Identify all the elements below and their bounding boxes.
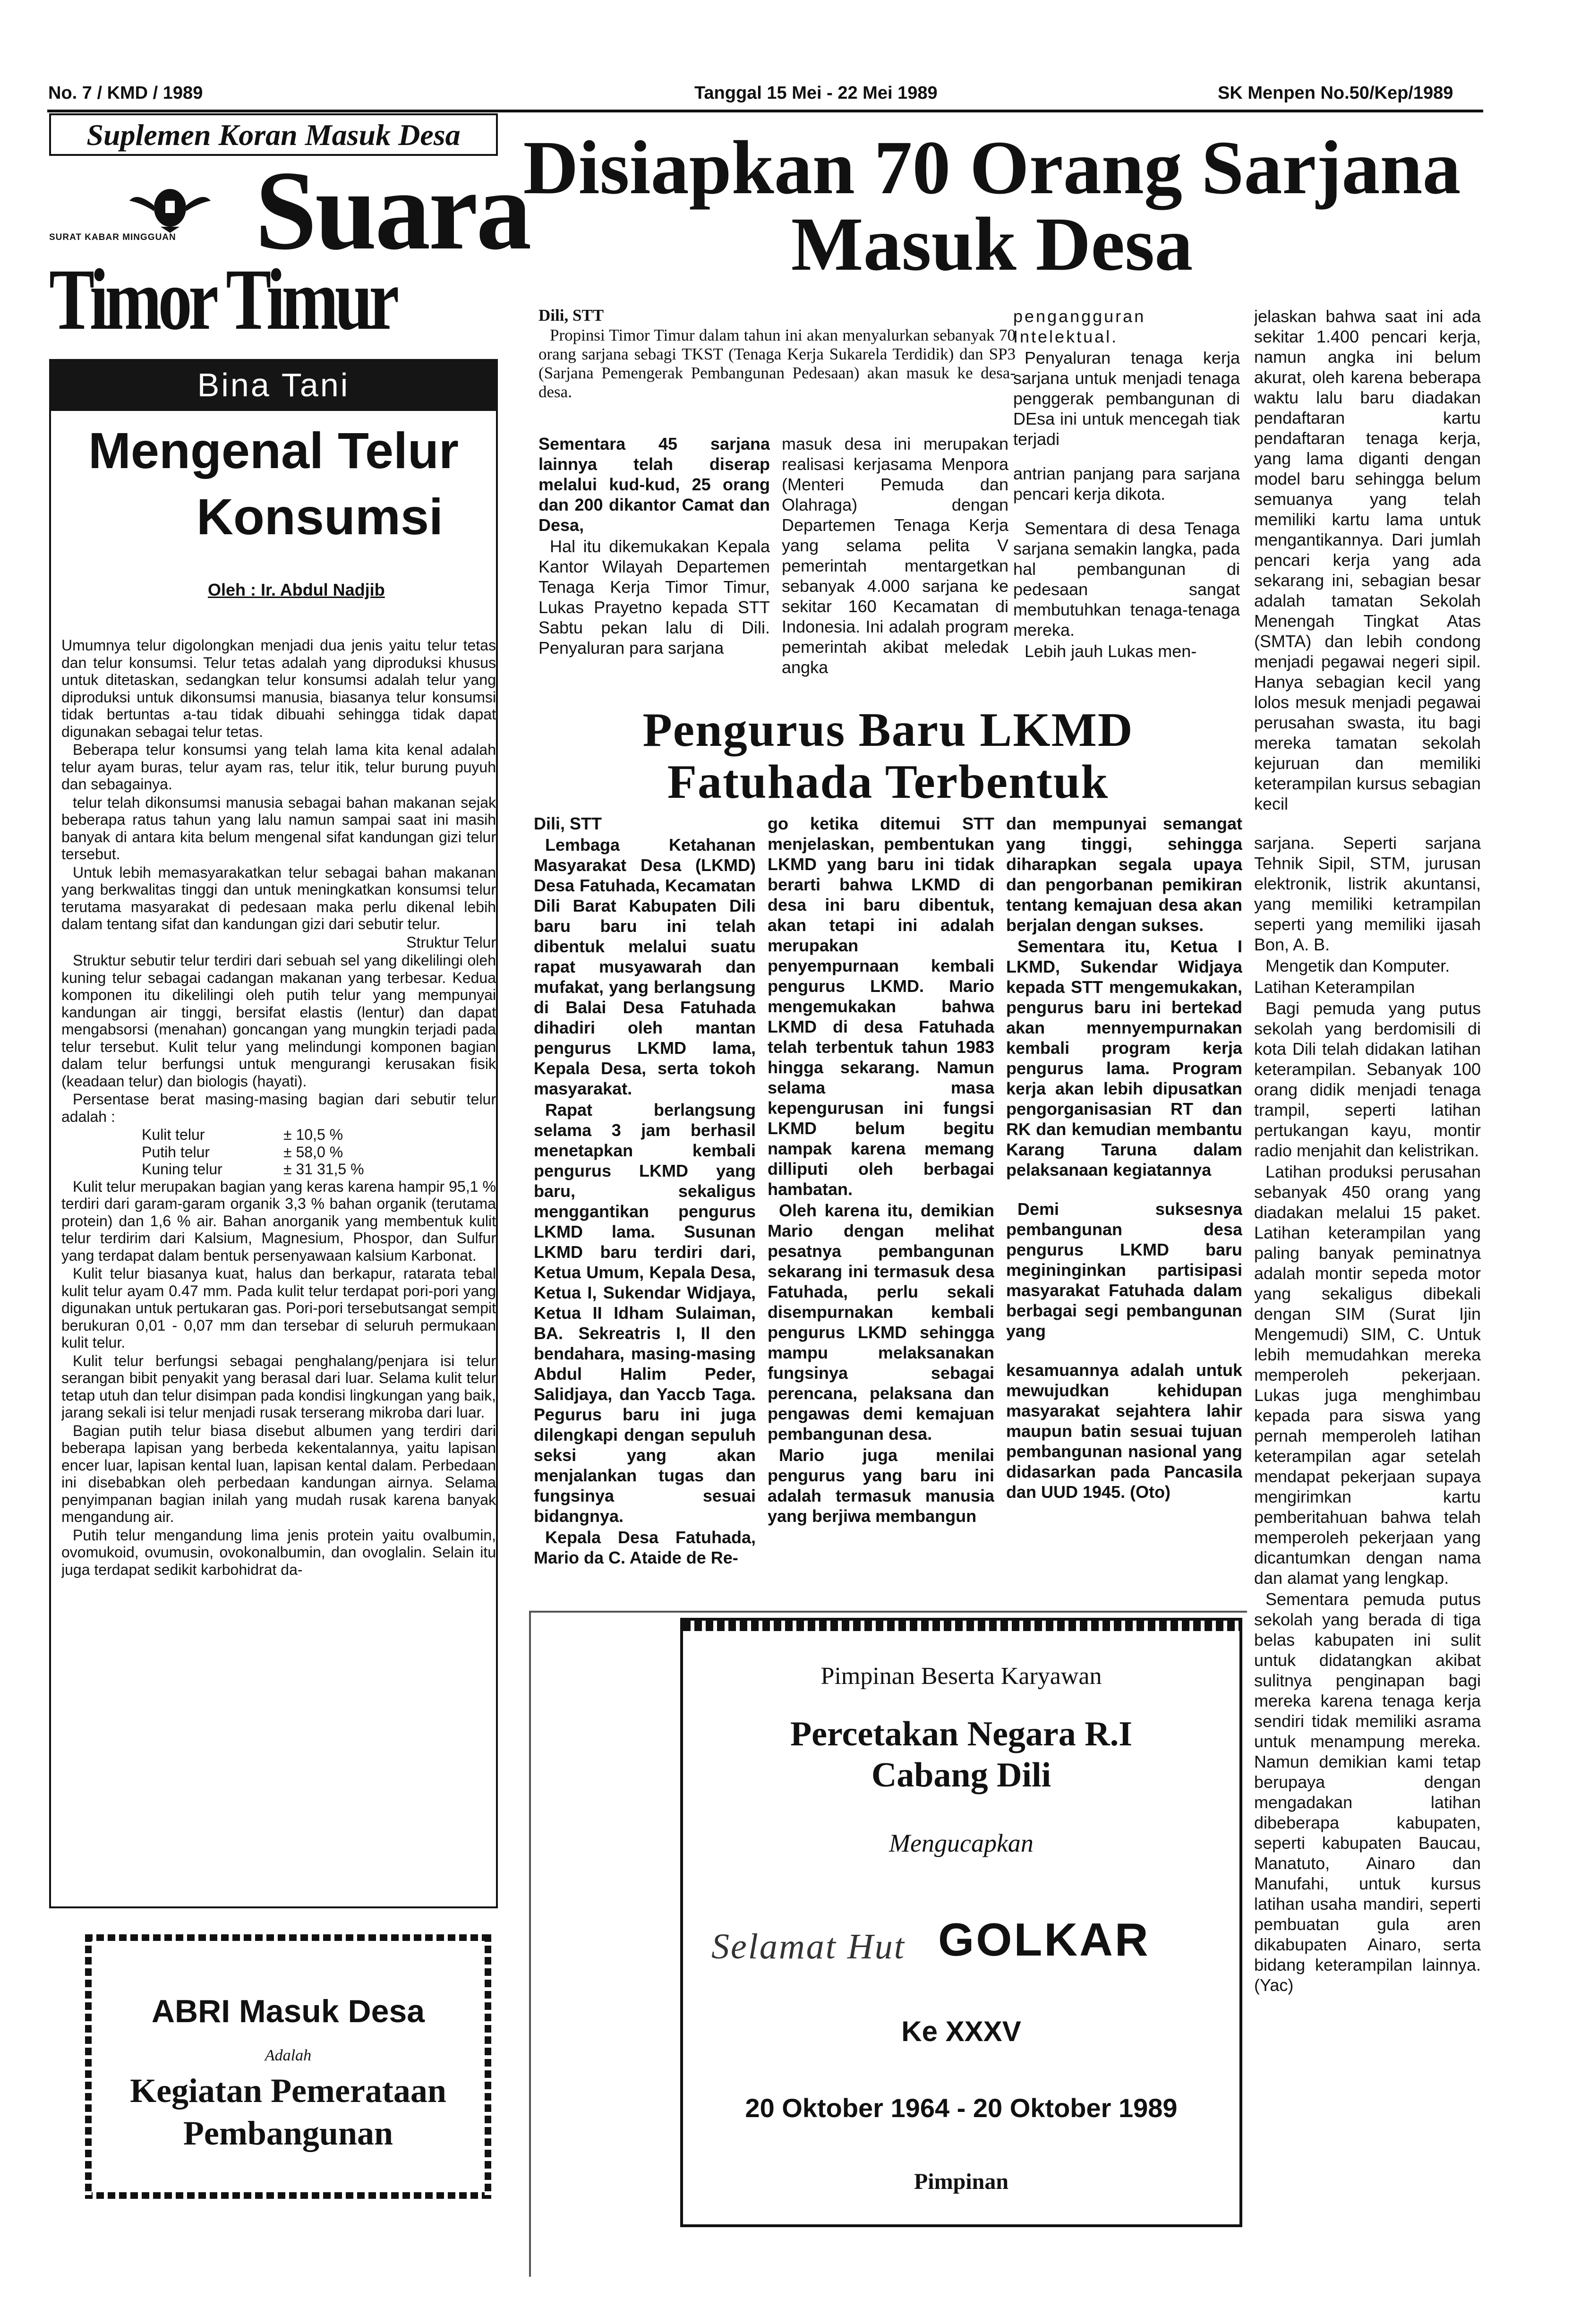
ad-ke: Ke XXXV bbox=[901, 2016, 1021, 2047]
ad-mengucapkan: Mengucapkan bbox=[889, 1829, 1034, 1857]
right-para: Latihan produksi perusahan sebanyak 450 orang yang diadakan melalui 15 paket. Latihan keterampilan yang paling banyak peminatnya adalah montir sepeda motor yang sekaligus dibekali dengan SIM (Surat Ijin Mengemudi) SIM, C. Untuk lebih memudahkan mereka memperoleh pekerjaan. Lukas juga menghimbau kepada para siswa yang pernah memperoleh latihan keterampilan agar setelah mendapat pekerjaan supaya mengirimkan kartu pemberitahuan bahwa telah memperoleh pekerjaan yang dicantumkan dengan nama dan alamat yang lengkap. bbox=[1254, 1162, 1481, 1588]
lkmd-para: Rapat berlangsung selama 3 jam berhasil menetapkan kembali pengurus LKMD yang baru, sekaligus menggantikan pengurus LKMD lama. Susunan LKMD baru terdiri dari, Ketua Umum, Kepala Desa, Ketua I, Sukendar Widjaya, Ketua II Idham Sulaiman, BA. Sekreatris I, Il den bendahara, masing-masing Abdul Halim Peder, Salidjaya, dan Yaccb Taga. Pegurus baru ini juga dilengkapi dengan sepuluh seksi yang akan menjalankan tugas dan fungsinya sesuai bidangnya. bbox=[534, 1100, 756, 1526]
telur-byline: Oleh : Ir. Abdul Nadjib bbox=[208, 580, 385, 599]
ad-dates: 20 Oktober 1964 - 20 Oktober 1989 bbox=[745, 2093, 1178, 2123]
lead-para: Sementara 45 sarjana lainnya telah diserap melalui kud-kud, 25 orang dan 200 dikantor Camat dan Desa, bbox=[538, 434, 770, 535]
ad-golkar: GOLKAR bbox=[938, 1914, 1150, 1965]
lead-col1 bbox=[538, 434, 770, 698]
golkar-ad-frame bbox=[680, 1618, 1242, 2227]
masthead-name-top: Suara bbox=[255, 147, 530, 273]
telur-composition-table bbox=[61, 1126, 496, 1178]
ad-script: Selamat Hut bbox=[711, 1927, 906, 1966]
garuda-emblem-icon bbox=[128, 182, 213, 234]
lkmd-para: Mario juga menilai pengurus yang baru ini adalah termasuk manusia yang berjiwa membangun bbox=[768, 1445, 994, 1526]
header-permit: SK Menpen No.50/Kep/1989 bbox=[1218, 83, 1453, 103]
telur-para: Umumnya telur digolongkan menjadi dua jenis yaitu telur tetas dan telur konsumsi. Telur tetas adalah yang diproduksi khusus untuk ditetaskan, sedangkan telur konsumsi adalah telur yang diproduksi untuk dikonsumsi manusia, biasanya telur konsumsi tidak bertuntas a-tau tidak dibuahi sehingga tidak dapat digunakan sebagai telur tetas. bbox=[61, 637, 496, 740]
abri-adalah: Adalah bbox=[265, 2047, 312, 2064]
telur-para: Beberapa telur konsumsi yang telah lama kita kenal adalah telur ayam buras, telur ayam ras, telur itik, telur burung puyuh dan sebagainya. bbox=[61, 741, 496, 793]
telur-subhead: Struktur Telur bbox=[406, 933, 496, 951]
header-rule bbox=[47, 110, 1483, 112]
telur-para: Untuk lebih memasyarakatkan telur sebagai bahan makanan yang berkwalitas tinggi dan untuk meningkatkan konsumsi telur terutama masyarakat di pedesaan maka perlu dikenal lebih dalam tentang sifat dan kandungan gizi dari sebutir telur. bbox=[61, 863, 496, 932]
lkmd-para: Sementara itu, Ketua I LKMD, Sukendar Widjaya kepada STT mengemukakan, pengurus baru ini bertekad akan mennyempurnakan kembali program kerja pengurus lama. Program kerja akan lebih dipusatkan pengorganisasian RT dan RK dan kemudian membantu Karang Taruna dalam pelaksanaan kegiatannya bbox=[1006, 937, 1242, 1179]
lead-headline-line2: Masuk Desa bbox=[791, 202, 1193, 287]
lkmd-para: go ketika ditemui STT menjelaskan, pembentukan LKMD yang baru ini tidak berarti bahwa LKMD di desa ini baru dibentuk, akan tetapi ini adalah merupakan penyempurnaan kembali pengurus LKMD. Mario mengemukakan bahwa LKMD di desa Fatuhada telah terbentuk tahun 1983 hingga sekarang. Namun selama masa kepengurusan ini fungsi LKMD belum begitu nampak karena memang dilliputi oleh berbagai hambatan. bbox=[768, 814, 994, 1199]
lkmd-para: Oleh karena itu, demikian Mario dengan melihat pesatnya pembangunan sekarang ini termasuk desa Fatuhada, perlu sekali disempurnakan kembali pengurus LKMD sehingga mampu melaksanakan fungsinya sebagai perencana, pelaksana dan pengawas demi kemajuan pembangunan desa. bbox=[768, 1201, 994, 1444]
supplement-label: Suplemen Koran Masuk Desa bbox=[86, 118, 461, 152]
right-para: sarjana. Seperti sarjana Tehnik Sipil, STM, jurusan elektronik, listrik akuntansi, yang memiliki ketrampilan seperti yang memiliki ijasah Bon, A. B. bbox=[1254, 833, 1481, 954]
telur-para: Struktur sebutir telur terdiri dari sebuah sel yang dikelilingi oleh kuning telur sebagai cadangan makanan yang terbesar. Kedua komponen itu dikelilingi oleh putih telur yang mempunyai kandungan air tinggi, bersifat elastis (lentur) dan dapat mengabsorsi (menahan) goncangan yang mungkin terjadi pada telur tersebut. Kulit telur yang melindungi komponen bagian dalam telur berfungsi untuk mengurangi kerusakan fisik (keadaan telur) dan biologis (hayati). bbox=[61, 952, 496, 1090]
ad-border-top bbox=[683, 1621, 1239, 1631]
masthead-tagline: SURAT KABAR MINGGUAN bbox=[49, 232, 176, 242]
lead-headline-line1: Disiapkan 70 Orang Sarjana bbox=[523, 126, 1461, 210]
telur-article bbox=[61, 637, 496, 1903]
telur-para: Putih telur mengandung lima jenis protein yaitu ovalbumin, ovomukoid, ovumusin, ovokonalbumin, dan ovoglalin. Selain itu juga terdapat sedikit karbohidrat da- bbox=[61, 1526, 496, 1578]
lead-dateline: Dili, STT bbox=[538, 306, 604, 325]
telur-para: Kulit telur berfungsi sebagai penghalang/penjara isi telur serangan bibit penyakit yang berasal dari luar. Selama kulit telur tetap utuh dan telur disimpan pada kondisi lingkungan yang baik, jarang sekali isi telur menjadi rusak terserang mikroba dari luar. bbox=[61, 1352, 496, 1421]
right-para: Mengetik dan Komputer. bbox=[1265, 956, 1450, 975]
ad-sign: Pimpinan bbox=[914, 2169, 1009, 2194]
lead-para: Lebih jauh Lukas men- bbox=[1025, 641, 1197, 661]
lkmd-para: Demi suksesnya pembangunan desa pengurus LKMD baru megininginkan partisipasi masyarakat Fatuhada dalam berbagai segi pembangunan yang bbox=[1006, 1199, 1242, 1341]
lead-para: Penyaluran tenaga kerja sarjana untuk menjadi tenaga penggerak pembangunan di DEsa ini untuk mencegah tiak terjadi bbox=[1013, 348, 1240, 449]
lkmd-col3 bbox=[1006, 813, 1242, 1588]
lkmd-para: dan mempunyai semangat yang tinggi, sehingga diharapkan segala upaya dan pengorbanan pemikiran tentang kemajuan desa akan berjalan dengan sukses. bbox=[1006, 814, 1242, 935]
lead-para: Sementara di desa Tenaga sarjana semakin langka, pada hal pembangunan di pedesaan sangat membutuhkan tenaga-tenaga mereka. bbox=[1013, 519, 1240, 640]
telur-para: Kulit telur biasanya kuat, halus dan berkapur, ratarata tebal kulit telur ayam 0.47 mm. Pada kulit telur terdapat pori-pori yang digunakan untuk pertukaran gas. Pori-pori tersebutsangat sempit berukuran 0,01 - 0,07 mm dan tersebar di seluruh permukaan kulit telur. bbox=[61, 1265, 496, 1351]
bina-tani-label: Bina Tani bbox=[197, 367, 350, 403]
telur-title-line1: Mengenal Telur bbox=[88, 422, 459, 479]
ad-company2: Cabang Dili bbox=[871, 1756, 1051, 1794]
abri-border-bottom bbox=[85, 2192, 491, 2199]
bina-tani-banner bbox=[49, 359, 498, 411]
telur-para: Bagian putih telur biasa disebut albumen yang terdiri dari beberapa lapisan yang berbeda kekentalannya, yaitu lapisan encer luar, lapisan kental luan, lapisan kental dalam. Perbedaan ini disebabkan oleh perbedaan kandungan airnya. Selama penyimpanan bagian inilah yang mudah rusak karena banyak mengandung air. bbox=[61, 1422, 496, 1525]
header-issue: No. 7 / KMD / 1989 bbox=[48, 83, 203, 103]
abri-border-left bbox=[85, 1934, 92, 2199]
lead-intro bbox=[538, 306, 1016, 429]
masthead-name-bottom: Timor Timur bbox=[49, 251, 396, 348]
lead-col2 bbox=[782, 434, 1008, 698]
lkmd-dateline: Dili, STT bbox=[534, 814, 602, 833]
lead-intro-para: Propinsi Timor Timur dalam tahun ini akan menyalurkan sebanyak 70 orang sarjana sebagi TKST (Tenaga Kerja Sukarela Terdidik) dan SP3 (Sarjana Pemengerak Pembangunan Pedesaan) akan masuk ke desa-desa. bbox=[538, 326, 1016, 401]
table-row: Putih telur ± 58,0 % bbox=[142, 1143, 343, 1161]
lead-para: Hal itu dikemukakan Kepala Kantor Wilayah Departemen Tenaga Kerja Timor Timur, Lukas Prayetno kepada STT Sabtu pekan lalu di Dili. Penyaluran para sarjana bbox=[538, 537, 770, 658]
telur-para: Kulit telur merupakan bagian yang keras karena hampir 95,1 % terdiri dari garam-garam organik 3,3 % bahan organik (terutama protein) dan 1,6 % air. Bahan anorganik yang membentuk kulit telur terdirim dari Kalsium, Magnesium, Phospor, dan Sulfur yang terdapat dalam bentuk persenyawaan kalsium Karbonat. bbox=[61, 1178, 496, 1264]
abri-border-right bbox=[485, 1934, 491, 2199]
telur-para: telur telah dikonsumsi manusia sebagai bahan makanan sejak beberapa ratus tahun yang lalu namun sampai saat ini masih banyak di antara kita belum mengenal sifat kandungan gizi telur tersebut. bbox=[61, 794, 496, 863]
lkmd-headline-line1: Pengurus Baru LKMD bbox=[642, 703, 1134, 757]
right-para: Sementara pemuda putus sekolah yang berada di tiga belas kabupaten ini sulit untuk didatangkan akibat sulitnya penginapan bagi mereka karena tenaga kerja sendiri tidak memiliki asrama untuk menampung mereka. Namun demikian kami tetap berupaya dengan mengadakan latihan dibeberapa kabupaten, seperti kabupaten Baucau, Manatuto, Ainaro dan Manufahi, untuk kursus latihan usaha mandiri, seperti pembuatan gula aren dikabupaten Ainaro, serta bidang keterampilan lainnya. (Yac) bbox=[1254, 1589, 1481, 1995]
lead-para: antrian panjang para sarjana pencari kerja dikota. bbox=[1013, 464, 1240, 504]
header-date: Tanggal 15 Mei - 22 Mei 1989 bbox=[694, 83, 938, 103]
right-para: Bagi pemuda yang putus sekolah yang berdomisili di kota Dili telah didakan latihan keterampilan. Sebanyak 100 orang didik menjadi tenaga trampil, seperti latihan pertukangan kayu, montir radio menjahit dan kelistrikan. bbox=[1254, 999, 1481, 1160]
right-column bbox=[1254, 306, 1481, 2266]
lkmd-col1 bbox=[534, 813, 756, 1588]
right-subhead: Latihan Keterampilan bbox=[1254, 977, 1415, 997]
lkmd-para: Kepala Desa Fatuhada, Mario da C. Ataide de Re- bbox=[534, 1528, 756, 1567]
abri-line1: Kegiatan Pemerataan bbox=[130, 2072, 446, 2110]
right-para: jelaskan bahwa saat ini ada sekitar 1.400 pencari kerja, namun angka ini belum akurat, oleh karena beberapa waktu lalu baru diadakan pendaftaran kartu pendaftaran tenaga kerja, yang lama diganti dengan model baru sehingga belum semuanya yang telah memiliki kartu lama untuk mengantikannya. Dari jumlah pencari kerja yang ada sekarang ini, sebagian besar adalah tamatan Sekolah Menengah Tingkat Atas (SMTA) dan lebih condong menjadi pegawai negeri sipil. Hanya sebagian kecil yang lolos mesuk menjadi pegawai perusahan swasta, itu bagi mereka tamatan sekolah kejuruan dan memiliki keterampilan kursus sebagian kecil bbox=[1254, 307, 1481, 813]
table-row: Kuning telur ± 31 31,5 % bbox=[142, 1161, 364, 1178]
lead-col3 bbox=[1013, 306, 1240, 698]
lead-para: masuk desa ini merupakan realisasi kerjasama Menpora (Menteri Pemuda dan Olahraga) dengan Departemen Tenaga Kerja yang selama pelita V pemerintah mentargetkan sebanyak 4.000 sarjana ke sekitar 160 Kecamatan di Indonesia. Ini adalah program pemerintah akibat meledak angka bbox=[782, 434, 1008, 677]
telur-para: Persentase berat masing-masing bagian dari sebutir telur adalah : bbox=[61, 1091, 496, 1125]
abri-border-top bbox=[85, 1934, 491, 1941]
lkmd-headline-line2: Fatuhada Terbentuk bbox=[667, 755, 1109, 809]
masthead-emblem bbox=[128, 182, 213, 234]
lkmd-col2 bbox=[768, 813, 994, 1588]
table-row: Kulit telur ± 10,5 % bbox=[142, 1126, 343, 1143]
lead-para: pengangguran Intelektual. bbox=[1013, 307, 1146, 346]
abri-box bbox=[85, 1934, 491, 2199]
telur-title-line2: Konsumsi bbox=[196, 488, 444, 545]
ad-line1: Pimpinan Beserta Karyawan bbox=[820, 1663, 1102, 1690]
lkmd-para: Lembaga Ketahanan Masyarakat Desa (LKMD) Desa Fatuhada, Kecamatan Dili Barat Kabupaten Dili baru baru ini telah dibentuk melalui suatu rapat musyawarah dan mufakat, yang berlangsung di Balai Desa Fatuhada dihadiri oleh mantan pengurus LKMD lama, Kepala Desa, serta tokoh masyarakat. bbox=[534, 835, 756, 1098]
lkmd-para: kesamuannya adalah untuk mewujudkan kehidupan masyarakat sejahtera lahir maupun batin sesuai tujuan pembangunan nasional yang didasarkan pada Pancasila dan UUD 1945. (Oto) bbox=[1006, 1360, 1242, 1502]
ad-company1: Percetakan Negara R.I bbox=[790, 1715, 1133, 1753]
abri-title: ABRI Masuk Desa bbox=[151, 1993, 425, 2029]
abri-line2: Pembangunan bbox=[183, 2114, 393, 2152]
